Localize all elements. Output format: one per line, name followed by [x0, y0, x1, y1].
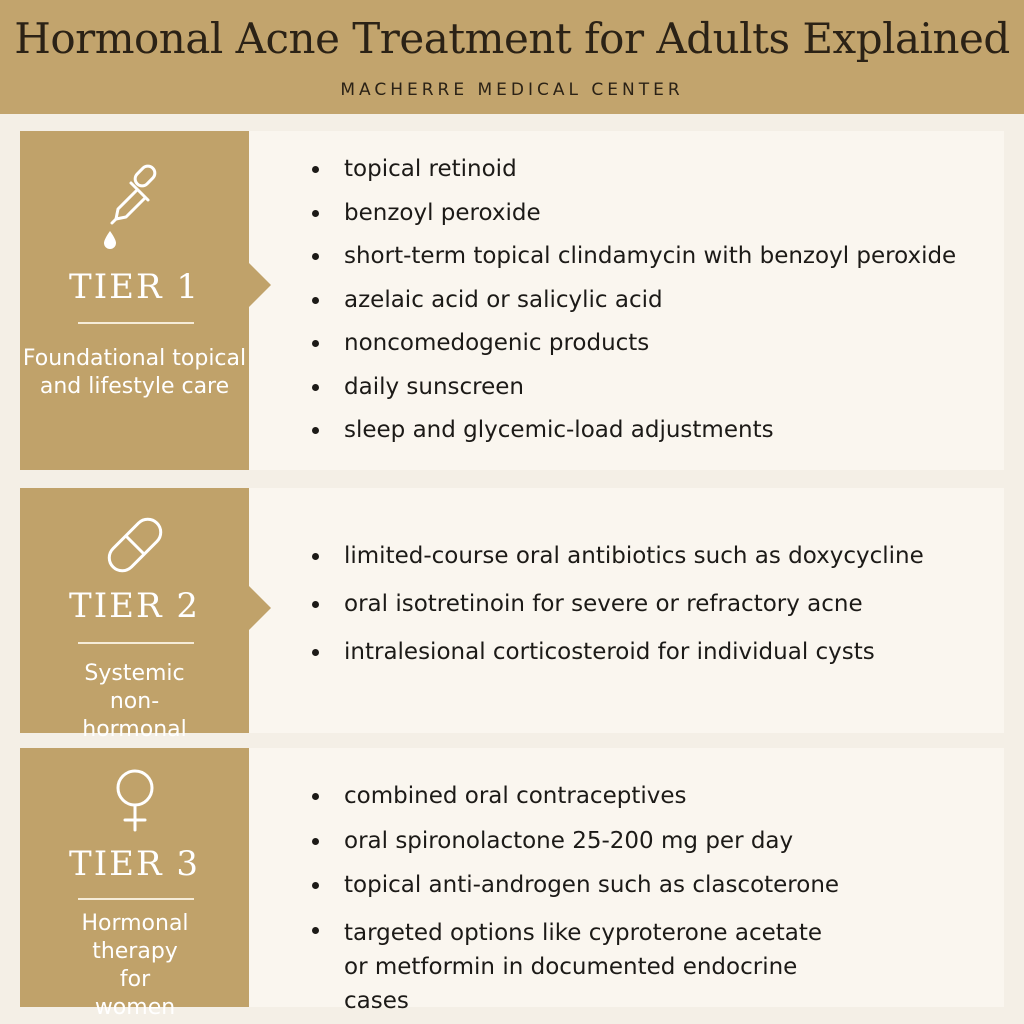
list-item: oral isotretinoin for severe or refractory acne: [310, 590, 924, 638]
tier-3-divider: [78, 898, 194, 900]
list-item: noncomedogenic products: [310, 329, 956, 373]
list-item: limited-course oral antibiotics such as doxycycline: [310, 542, 924, 590]
tier-1-divider: [78, 322, 194, 324]
tier-1-arrow: [249, 263, 271, 307]
list-item: azelaic acid or salicylic acid: [310, 286, 956, 330]
tier-2-divider: [78, 642, 194, 644]
tier-1-label-panel: [20, 131, 249, 470]
tier-3-card: [20, 748, 1004, 1020]
list-item: combined oral contraceptives: [310, 782, 844, 827]
organization-name: MACHERRE MEDICAL CENTER: [340, 80, 684, 100]
tier-3-label-panel: [20, 748, 249, 1020]
tier-1-description: Foundational topical and lifestyle care: [22, 346, 247, 399]
tier-1-name: TIER 1: [69, 267, 200, 307]
tier-2-label-panel: [20, 488, 249, 742]
dropper-icon: [20, 161, 249, 251]
page-title: Hormonal Acne Treatment for Adults Explained: [14, 14, 1010, 63]
list-item: intralesional corticosteroid for individual cysts: [310, 638, 924, 686]
list-item: topical anti-androgen such as clascoterone: [310, 871, 844, 916]
tier-1-card: [20, 131, 1004, 470]
header: [0, 0, 1024, 114]
tier-2-card: [20, 488, 1004, 742]
tier-2-name: TIER 2: [69, 586, 200, 626]
tier-2-description: Systemic non-hormonal: [82, 661, 187, 742]
list-item: oral spironolactone 25-200 mg per day: [310, 827, 844, 872]
list-item: sleep and glycemic-load adjustments: [310, 416, 956, 460]
tier-2-arrow: [249, 586, 271, 630]
list-item: benzoyl peroxide: [310, 199, 956, 243]
capsule-icon: [20, 510, 249, 580]
list-item: daily sunscreen: [310, 373, 956, 417]
tier-3-name: TIER 3: [69, 844, 200, 884]
tier-3-description: Hormonal therapy for women: [81, 911, 189, 1020]
list-item: short-term topical clindamycin with benzoyl peroxide: [310, 242, 956, 286]
tier-3-treatment-list: [310, 782, 844, 1014]
female-symbol-icon: [20, 766, 249, 836]
tier-1-treatment-list: [310, 155, 956, 460]
list-item: topical retinoid: [310, 155, 956, 199]
tier-2-treatment-list: [310, 542, 924, 686]
list-item: targeted options like cyproterone acetate or metformin in documented endocrine cases: [310, 916, 844, 961]
